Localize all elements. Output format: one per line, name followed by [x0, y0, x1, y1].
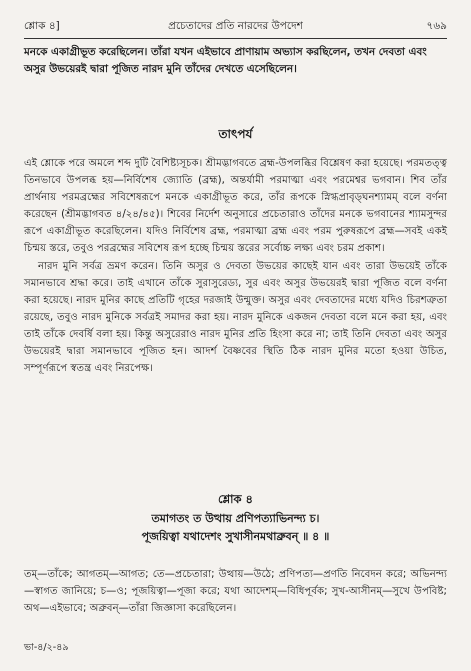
- page-footer-signature: ভা-৪/২-৪৯: [24, 642, 69, 653]
- word-synonyms: তম্—তাঁকে; আগতম্—আগত; তে—প্রচেতারা; উত্থায়—উঠে; প্রণিপত্য—প্রণতি নিবেদন করে; অভিনন্দ্য—স্বাগত জানিয়ে; চ—ও; পূজয়িত্বা—পূজা করে; যথা আদেশম্—বিধিপূর্বক; সুখ-আসীনম্—সুখে উপবিষ্ট; অথ—এইভাবে; অব্রুবন্—তাঁরা জিজ্ঞাসা করেছিলেন।: [24, 569, 447, 614]
- header-chapter-title: প্রচেতাদের প্রতি নারদের উপদেশ: [168, 19, 303, 32]
- purport-paragraph: নারদ মুনি সর্বত্র ভ্রমণ করেন। তিনি অসুর ও দেবতা উভয়ের কাছেই যান এবং তারা উভয়েই তাঁকে সমানভাবে শ্রদ্ধা করে। তাই এখানে তাঁকে সুরাসুরেড্য, সুর এবং অসুর উভয়েরই দ্বারা পূজিত বলে বর্ণনা করা হয়েছে। নারদ মুনির কাছে প্রতিটি গৃহের দরজাই উন্মুক্ত। অসুর এবং দেবতাদের মধ্যে যদিও চিরশত্রুতা রয়েছে, তবুও নারদ মুনিকে সর্বত্রই সমাদর করা হয়। নারদ মুনিকে একজন দেবতা বলে মনে করা হয়, এবং তাই তাঁকে দেবর্ষি বলা হয়। কিন্তু অসুরেরাও নারদ মুনির প্রতি হিংসা করে না; তাই তিনি দেবতা এবং অসুর উভয়েরই দ্বারা সমানভাবে পূজিত হন। আদর্শ বৈষ্ণবের স্থিতি ঠিক নারদ মুনির মতো হওয়া উচিত, সম্পূর্ণরূপে স্বতন্ত্র এবং নিরপেক্ষ।: [24, 260, 447, 375]
- header-verse-ref: শ্লোক ৪]: [24, 19, 60, 32]
- page-number: ৭৬৯: [426, 19, 447, 32]
- purport-heading: তাৎপর্য: [218, 127, 253, 141]
- verse-line: তমাগতং ত উত্থায় প্রণিপত্যাভিনন্দ্য চ।: [151, 512, 320, 525]
- header-rule: [24, 38, 447, 39]
- page-header: [24, 18, 447, 36]
- purport-body: [24, 155, 447, 377]
- purport-paragraph: এই শ্লোকে পরে অমলে শব্দ দুটি বৈশিষ্ট্যসূচক। শ্রীমদ্ভাগবতে ব্রহ্ম-উপলব্ধির বিশ্লেষণ করা হয়েছে। পরমতত্ত্ব তিনভাবে উপলব্ধ হয়—নির্বিশেষ জ্যোতি (ব্রহ্ম), অন্তর্যামী পরমাত্মা এবং পরমেশ্বর ভগবান। শিব তাঁর প্রার্থনায় পরমব্রহ্মের সবিশেষরূপে মনকে একাগ্রীভূত করে, তাঁর রূপকে স্নিগ্ধপ্রাবৃড্ঘনশ্যামম্ বলে বর্ণনা করেছেন (শ্রীমদ্ভাগবত ৪/২৪/৪৫)। শিবের নির্দেশ অনুসারে প্রচেতারাও তাঁদের মনকে ভগবানের শ্যামসুন্দর রূপে একাগ্রীভূত করেছিলেন। যদিও নির্বিশেষ ব্রহ্ম, পরমাত্মা ব্রহ্ম এবং পরম পুরুষরূপে ব্রহ্ম—সবই একই চিন্ময় স্তরে, তবুও পরব্রহ্মের সবিশেষ রূপ হচ্ছে চিন্ময় স্তরের সর্বোচ্চ লক্ষ্য এবং চরম প্রকাশ।: [24, 158, 447, 255]
- sanskrit-verse: [0, 510, 471, 546]
- verse-number-heading: শ্লোক ৪: [217, 492, 254, 506]
- verse-line: পূজয়িত্বা যথাদেশং সুখাসীনমথাব্রুবন্ ॥ ৪ ॥: [141, 530, 330, 543]
- translation-text: মনকে একাগ্রীভূত করেছিলেন। তাঁরা যখন এইভাবে প্রাণায়াম অভ্যাস করছিলেন, তখন দেবতা এবং অসুর উভয়েরই দ্বারা পূজিত নারদ মুনি তাঁদের দেখতে এসেছিলেন।: [24, 46, 427, 75]
